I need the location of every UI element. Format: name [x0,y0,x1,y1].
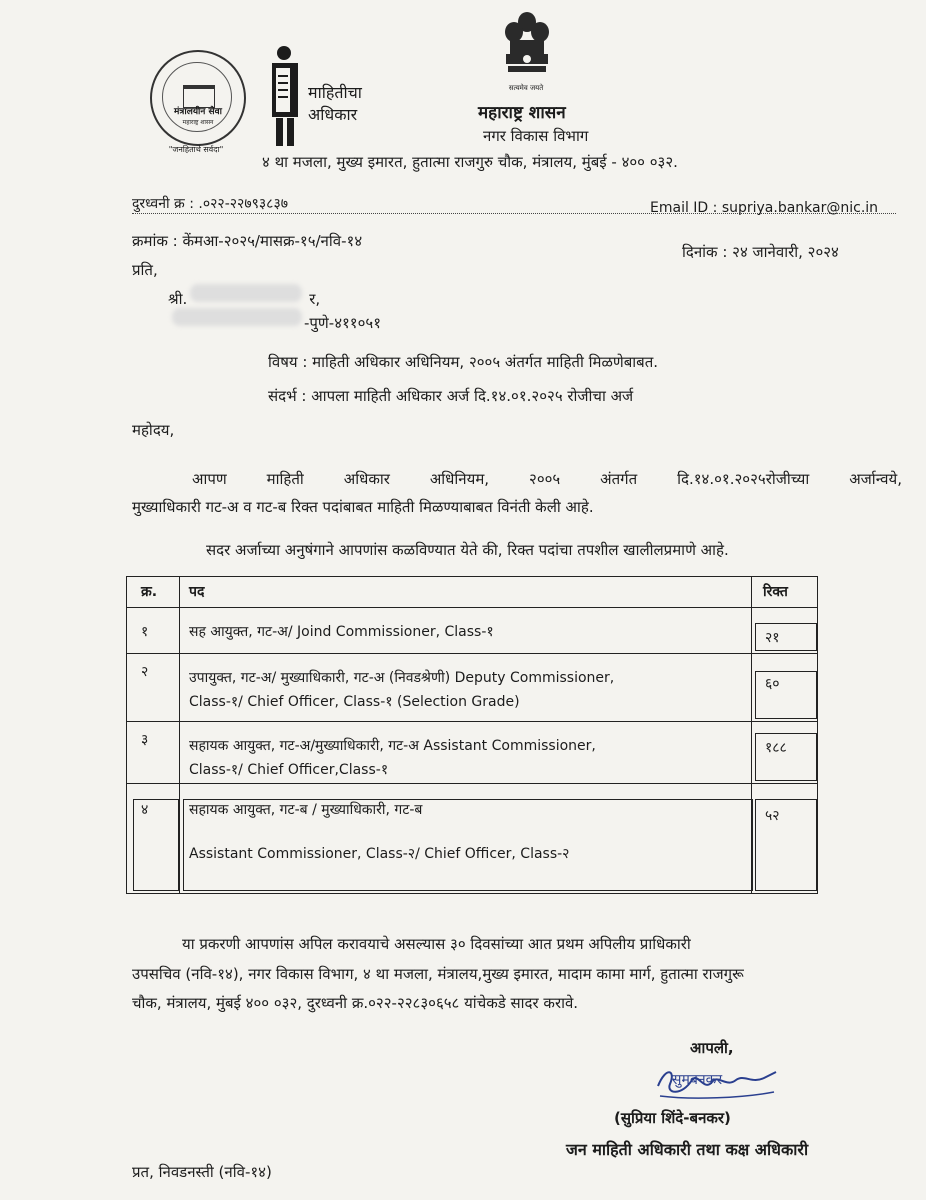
recipient-salutation: प्रति, [132,261,158,279]
row3-post-line1: सहायक आयुक्त, गट-अ/मुख्याधिकारी, गट-अ Assistant Commissioner, [189,738,596,754]
paragraph2: सदर अर्जाच्या अनुषंगाने आपणांस कळविण्यात येते की, रिक्त पदांचा तपशील खालीलप्रमाणे आहे. [206,541,729,559]
closing: आपली, [690,1039,734,1057]
office-address: ४ था मजला, मुख्य इमारत, हुतात्मा राजगुरु चौक, मंत्रालय, मुंबई - ४०० ०३२. [262,153,678,171]
row1-post: सह आयुक्त, गट-अ/ Joind Commissioner, Class-१ [189,624,494,640]
row2-vacant: ६० [765,676,780,692]
redacted-name [190,284,302,302]
row4-vacant: ५२ [765,808,780,824]
row4-sr: ४ [141,802,149,818]
recipient-name-prefix: श्री. [168,290,188,308]
row1-vacant: २१ [765,630,780,646]
svg-text:सुमबनकर: सुमबनकर [672,1072,723,1088]
paragraph1-line1: आपण माहिती अधिकार अधिनियम, २००५ अंतर्गत दि.१४.०१.२०२५रोजीच्या अर्जान्वये, [192,470,902,488]
vacancy-table [126,576,818,894]
emblem-motto: सत्यमेव जयते [508,84,544,92]
recipient-address-suffix: -पुणे-४११०५१ [304,314,381,332]
salutation: महोदय, [132,421,175,439]
rti-line1: माहितीचा [308,83,362,102]
row2-post-line2: Class-१/ Chief Officer, Class-१ (Selection Grade) [189,694,520,710]
seal-motto: "जनहितार्थ सर्वदा" [168,145,224,154]
signer-name: (सुप्रिया शिंदे-बनकर) [614,1109,731,1127]
phone-number: दुरध्वनी क्र : .०२२-२२७९३८३७ [132,196,289,212]
reference-number: क्रमांक : केंमआ-२०२५/मासक्र-१५/नवि-१४ [132,232,363,250]
mantralaya-seal-logo [150,50,246,146]
national-emblem-icon [502,8,552,80]
paragraph1-line2: मुख्याधिकारी गट-अ व गट-ब रिक्त पदांबाबत माहिती मिळण्याबाबत विनंती केली आहे. [132,498,594,516]
subject-line: विषय : माहिती अधिकार अधिनियम, २००५ अंतर्गत माहिती मिळणेबाबत. [268,353,659,371]
building-icon [183,85,215,108]
rti-person-icon [270,46,300,146]
department-name: नगर विकास विभाग [483,127,589,145]
header-vacant: रिक्त [763,584,788,600]
header-post: पद [189,584,205,600]
paragraph3-line1: या प्रकरणी आपणांस अपिल करावयाचे असल्यास ३० दिवसांच्या आत प्रथम अपिलीय प्राधिकारी [182,935,691,953]
seal-subtext: महाराष्ट्र शासन [182,119,214,126]
row2-sr: २ [141,664,149,680]
signer-designation: जन माहिती अधिकारी तथा कक्ष अधिकारी [566,1140,809,1159]
recipient-name-suffix: र, [309,290,321,308]
rti-logo-text [308,82,362,126]
copy-to: प्रत, निवडनस्ती (नवि-१४) [132,1163,272,1181]
email-id: Email ID : supriya.bankar@nic.in [650,200,879,216]
row4-post-line2: Assistant Commissioner, Class-२/ Chief Officer, Class-२ [189,846,570,862]
signature [652,1062,782,1102]
rti-line2: अधिकार [308,105,358,124]
row2-post-line1: उपायुक्त, गट-अ/ मुख्याधिकारी, गट-अ (निवडश्रेणी) Deputy Commissioner, [189,670,615,686]
header-sr: क्र. [141,584,158,600]
row3-vacant: १८८ [765,740,787,756]
government-name: महाराष्ट्र शासन [478,103,566,123]
paragraph3-line3: चौक, मंत्रालय, मुंबई ४०० ०३२, दुरध्वनी क्र.०२२-२२८३०६५८ यांचेकडे सादर करावे. [132,994,579,1012]
row3-post-line2: Class-१/ Chief Officer,Class-१ [189,762,389,778]
row4-post-line1: सहायक आयुक्त, गट-ब / मुख्याधिकारी, गट-ब [189,802,423,818]
row3-sr: ३ [141,732,149,748]
reference-line: संदर्भ : आपला माहिती अधिकार अर्ज दि.१४.०१.२०२५ रोजीचा अर्ज [268,387,634,405]
paragraph3-line2: उपसचिव (नवि-१४), नगर विकास विभाग, ४ था मजला, मंत्रालय,मुख्य इमारत, मादाम कामा मार्ग, हुतात्मा राजगुरू [132,965,744,983]
seal-text: मंत्रालयीन सेवा [174,107,222,117]
row1-sr: १ [141,624,149,640]
redacted-address [172,308,302,326]
letter-date: दिनांक : २४ जानेवारी, २०२४ [682,243,839,261]
